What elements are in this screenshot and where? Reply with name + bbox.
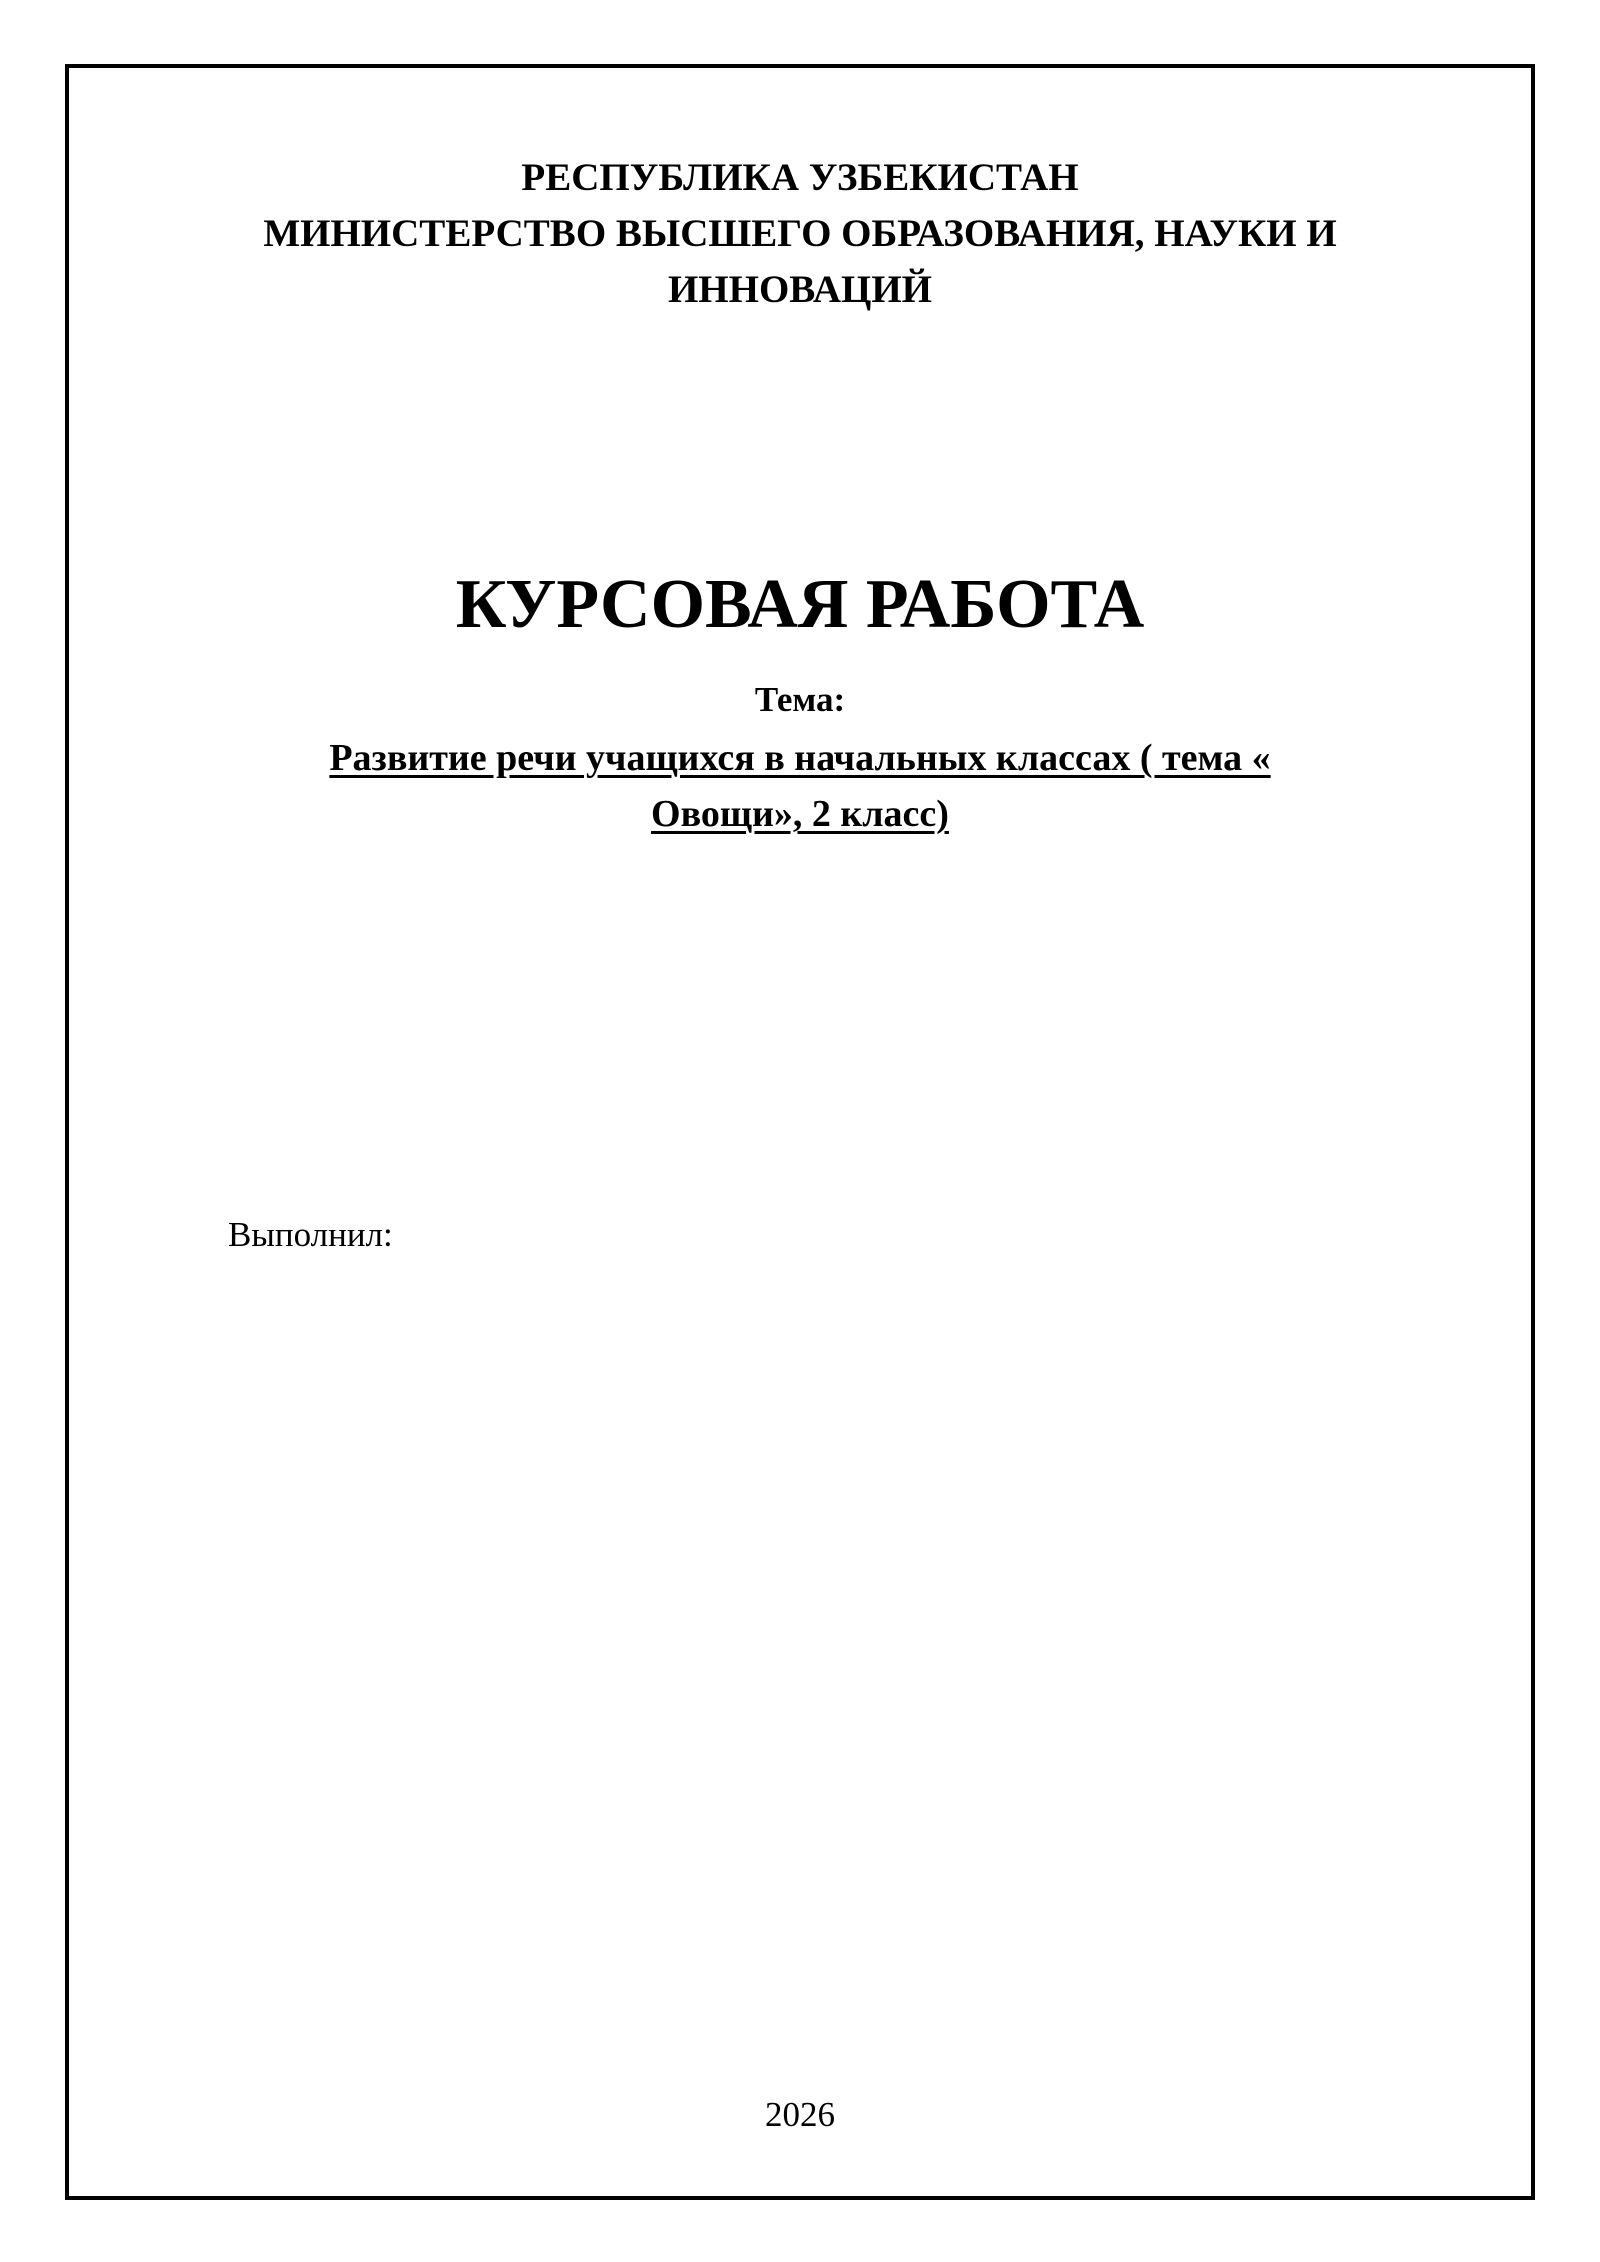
institution-header xyxy=(65,150,1535,318)
topic-label: Тема: xyxy=(754,680,846,719)
author-label: Выполнил: xyxy=(228,1215,393,1254)
page-border xyxy=(65,64,1535,2200)
ministry-name: МИНИСТЕРСТВО ВЫСШЕГО ОБРАЗОВАНИЯ, НАУКИ И ИННОВАЦИЙ xyxy=(263,212,1337,311)
year: 2026 xyxy=(765,2095,835,2134)
country-name: РЕСПУБЛИКА УЗБЕКИСТАН xyxy=(521,156,1079,199)
document-title: КУРСОВАЯ РАБОТА xyxy=(455,566,1145,643)
topic-text: Развитие речи учащихся в начальных классах ( тема « Овощи», 2 класс) xyxy=(329,737,1271,835)
